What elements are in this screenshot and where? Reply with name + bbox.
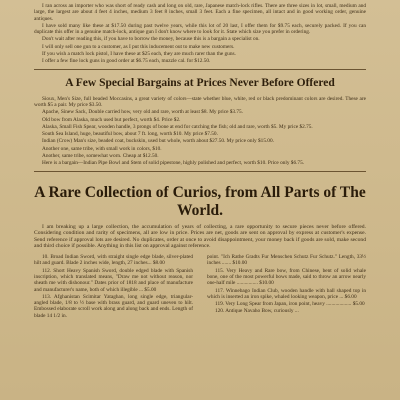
list-item: 117. Winnebago Indian Club, wooden handle with ball shaped top in which is inserted an iron spike, whaled looking weapon, price ... $6.00	[207, 287, 366, 300]
list-item: 120. Antique Navaho Bow, curiously ...	[215, 308, 299, 315]
list-item: Old bow from Alaska, much used but perfect, worth $4. Price $2.	[42, 116, 181, 123]
section-title-curios: A Rare Collection of Curios, from All Parts of The World.	[34, 183, 366, 219]
list-item: Another, same tribe, somewhat worn. Cheap at $12.50.	[42, 153, 159, 160]
list-item: Alaska, Small Fish Spear, wooden handle, 3 prongs of bone at end for catching the fish; old and rare, worth $5. My price $2.75.	[42, 123, 313, 130]
intro-paragraph: I am breaking up a large collection, the accumulation of years of collecting, a rare opportunity to secure pieces never before offered. Considering condition and rarity of specimens, all are low in price. Prices are net, goods are sent on approval by express at customer's expense. Send reference if approval lots are desired. No duplicates, order at once to avoid disappointment, your money back if goods are sold, make second and third choice if possible. Anything in this list on approval against reference.	[34, 223, 366, 250]
section-title-bargains: A Few Special Bargains at Prices Never Before Offered	[65, 76, 335, 89]
paragraph: I ran across an importer who was short of ready cash and long on old, rare, Japanese match-lock rifles. There are three sizes in lot, small, medium and large, the largest are about 4 feet 4 inches, medium 3 feet 8 inches, small 3 feet. Each a fine specimen, all intact and in good working order, genuine antiques.	[34, 3, 366, 22]
bargains-list	[34, 96, 366, 167]
list-item: Apache, Sinew Sack, Double carried how, very old and rare, worth at least $8. My price $3.75.	[42, 109, 244, 116]
paragraph: I offer a few fine lock guns in good order at $6.75 each, muzzle cal. for $12.50.	[42, 58, 211, 65]
paragraph: I have sold many like these at $17.50 during past twelve years, while this lot of 20 last, I offer them for $9.75 each, securely packed. If you can duplicate this offer in a genuine match-lock, antique gun I don't know where to look for it. State which size you prefer in ordering.	[34, 22, 366, 36]
list-item: 112. Short Heavy Spanish Sword, double edged blade with Spanish inscription, which translated means, "Draw me not without reason, nor sheath me with dishonour." Dates prior of 1818 and place of manufacture and manufacturer's name, both of which illegible ... $5.00	[34, 267, 193, 293]
list-item: Indian (Crow) Man's size, beaded coat, buckskin, used but whole, worth about $27.50. My price only $15.00.	[42, 138, 274, 145]
list-item: point. "Ich Rathe Gradts Fur Menschen Schutz Fur Schutz." Length, 33½ inches ....... $10.00	[207, 254, 366, 267]
list-item: Sioux, Men's Size, full beaded Moccasins, a great variety of colors—state whether blue, white, red or black predominant colors are desired. These are worth $5 a pair. My price $3.50.	[34, 95, 366, 108]
list-item: Another one, same tribe, with small work in colors, $10.	[42, 145, 162, 152]
list-item: 119. Very Long Spear from Japan, iron point, heavy ................... $5.00	[215, 301, 365, 308]
divider	[34, 69, 366, 70]
list-item: South Sea Island, huge, beautiful bow, about 7 ft. long, worth $10. My price $7.50.	[42, 131, 218, 138]
top-text-block	[34, 3, 366, 65]
paragraph: If you wish a match lock pistol, I have these at $25 each, they are much rarer than the guns.	[42, 51, 236, 58]
list-item: 10. Broad Indian Sword, with straight single edge blade, silver-plated hilt and guard. Blade 2 inches wide, length, 27 inches... $8.00	[34, 254, 193, 267]
list-item: 115. Very Heavy and Rare bow, from Chinese, bent of solid whale bone, one of the most powerful bows made, said to throw an arrow nearly one-half mile ................ $10.00	[207, 267, 366, 287]
list-item: Here is a bargain—Indian Pipe Bowl and Stem of solid pipestone, highly polished and perfect, worth $10. Price only $6.75.	[42, 160, 305, 167]
list-item: 113. Afghanistan Scimitar Yataghan, long single edge, triangular-angled blade, 1/8 to ½ base with brass guard, and guard uneven to hilt. Embossed elaborate scroll work along and along back and ends. Length of blade 14 1/2 in.	[34, 293, 193, 319]
left-column	[34, 254, 193, 320]
paragraph: I will only sell one gun to a customer, as I put this inducement out to make new customers.	[42, 43, 235, 50]
right-column	[207, 254, 366, 320]
divider	[34, 171, 366, 172]
paragraph: Don't wait after reading this, if you have to borrow the money, because this is a bargain a specialist on.	[42, 36, 260, 43]
curios-columns	[34, 254, 366, 320]
